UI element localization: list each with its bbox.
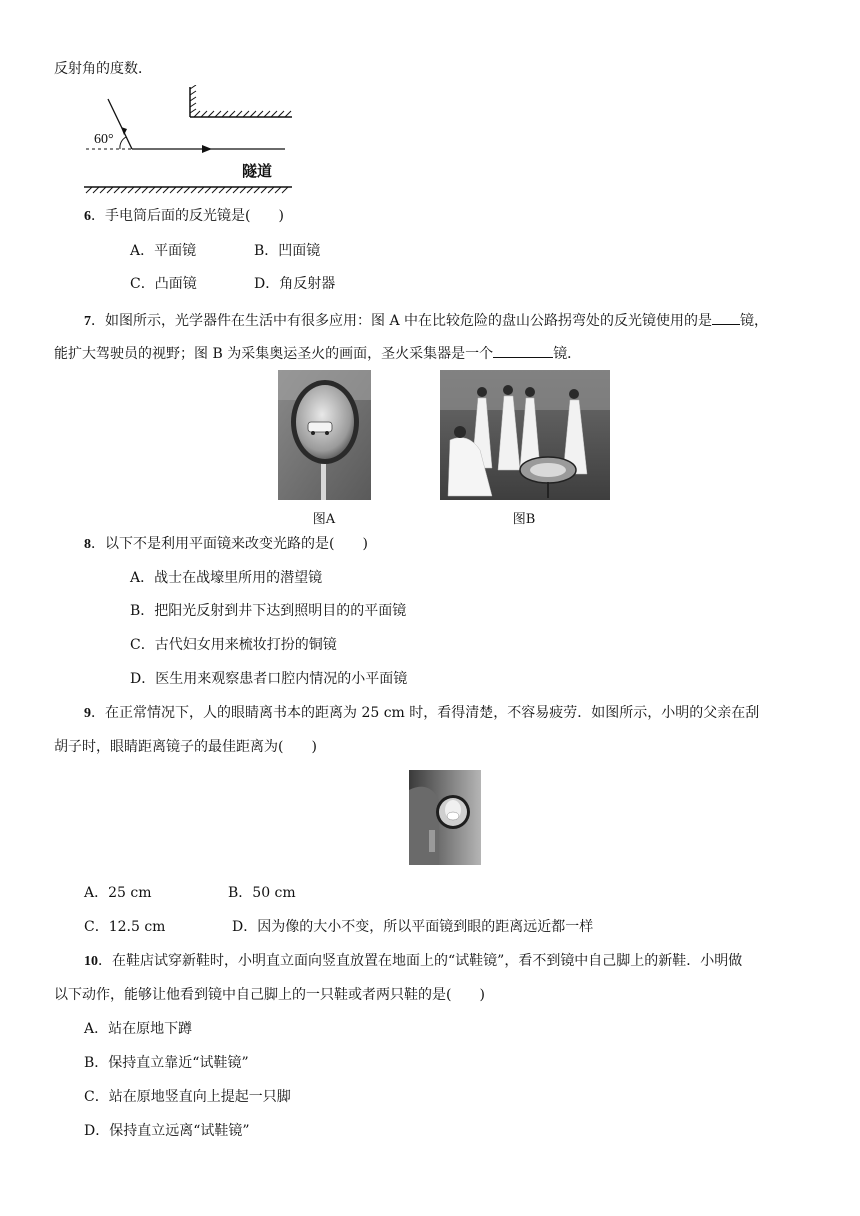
q9-option-a[interactable]: A．25 cm xyxy=(84,885,152,901)
q8-stem-text: ．以下不是利用平面镜来改变光路的是( ) xyxy=(91,536,368,552)
intro-text: 反射角的度数． xyxy=(54,61,152,77)
q6-option-c[interactable]: C．凸面镜 xyxy=(130,276,197,292)
q8-option-b[interactable]: B．把阳光反射到井下达到照明目的的平面镜 xyxy=(130,603,407,619)
q7-line1-end: 镜， xyxy=(740,313,769,329)
q6-option-d[interactable]: D．角反射器 xyxy=(254,276,336,292)
q9-line1-text: ．在正常情况下，人的眼睛离书本的距离为 25 cm 时，看得清楚，不容易疲劳．如图所示，小明的父亲在刮 xyxy=(91,705,760,721)
q10-line1 xyxy=(84,952,742,971)
q10-line1-text: ．在鞋店试穿新鞋时，小明直立面向竖直放置在地面上的“试鞋镜”，看不到镜中自己脚上的新鞋．小明做 xyxy=(98,953,743,969)
q6-option-b[interactable]: B．凹面镜 xyxy=(254,243,321,259)
q9-line2: 胡子时，眼睛距离镜子的最佳距离为( ) xyxy=(54,739,317,755)
q9-number: 9 xyxy=(84,706,91,721)
q10-option-c[interactable]: C．站在原地竖直向上提起一只脚 xyxy=(84,1089,291,1105)
q7-line1-text: ．如图所示，光学器件在生活中有很多应用：图 A 中在比较危险的盘山公路拐弯处的反光镜使用的是 xyxy=(91,313,713,329)
q8-option-c[interactable]: C．古代妇女用来梳妆打扮的铜镜 xyxy=(130,637,337,653)
q10-number: 10 xyxy=(84,954,98,969)
q7-line2-end: 镜． xyxy=(553,346,582,362)
q8-number: 8 xyxy=(84,537,91,552)
shaving-mirror-photo xyxy=(409,770,481,865)
q7-blank-2[interactable] xyxy=(493,343,553,358)
q7-line2 xyxy=(54,343,581,363)
convex-mirror-photo xyxy=(278,370,371,500)
caption-b: 图B xyxy=(512,512,536,527)
q10-option-d[interactable]: D．保持直立远离“试鞋镜” xyxy=(84,1123,250,1139)
q8-option-d[interactable]: D．医生用来观察患者口腔内情况的小平面镜 xyxy=(130,671,408,687)
q9-line1 xyxy=(84,704,759,723)
q6-stem-text: ．手电筒后面的反光镜是( ) xyxy=(91,208,284,224)
q10-line2: 以下动作，能够让他看到镜中自己脚上的一只鞋或者两只鞋的是( ) xyxy=(54,987,485,1003)
q10-option-a[interactable]: A．站在原地下蹲 xyxy=(84,1021,193,1037)
q6-number: 6 xyxy=(84,209,91,224)
q7-blank-1[interactable] xyxy=(712,310,740,325)
q10-option-b[interactable]: B．保持直立靠近“试鞋镜” xyxy=(84,1055,249,1071)
q6-stem xyxy=(84,207,284,226)
q8-stem xyxy=(84,535,368,554)
q9-option-c[interactable]: C．12.5 cm xyxy=(84,919,166,935)
q7-number: 7 xyxy=(84,314,91,329)
caption-a: 图A xyxy=(312,512,336,527)
q9-option-d[interactable]: D．因为像的大小不变，所以平面镜到眼的距离远近都一样 xyxy=(232,919,594,935)
angle-label: 60° xyxy=(94,132,114,147)
q6-option-a[interactable]: A．平面镜 xyxy=(130,243,197,259)
tunnel-reflection-figure xyxy=(80,85,300,200)
olympic-flame-photo xyxy=(440,370,610,500)
q7-line1 xyxy=(84,310,768,331)
q7-line2-text: 能扩大驾驶员的视野；图 B 为采集奥运圣火的画面，圣火采集器是一个 xyxy=(54,346,494,362)
q8-option-a[interactable]: A．战士在战壕里所用的潜望镜 xyxy=(130,570,323,586)
q9-option-b[interactable]: B．50 cm xyxy=(228,885,296,901)
tunnel-label: 隧道 xyxy=(242,162,273,180)
